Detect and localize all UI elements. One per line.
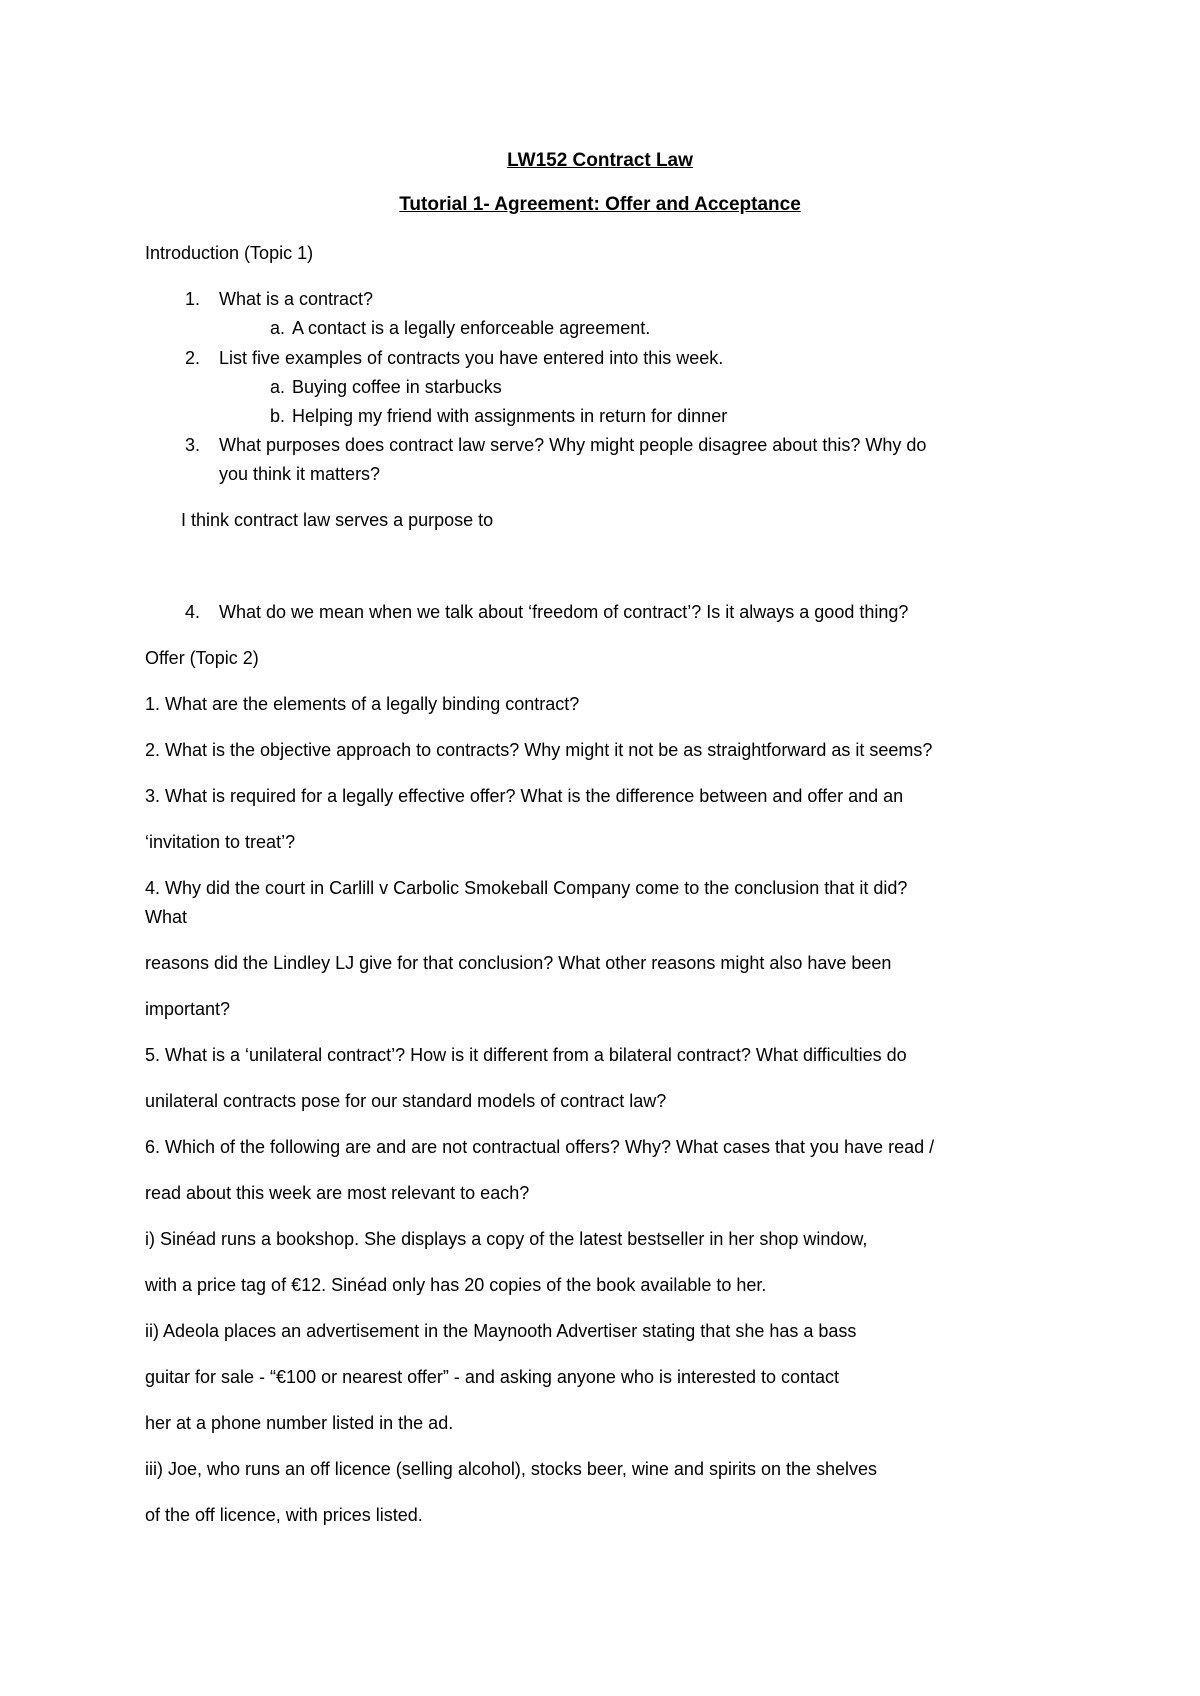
question-text: What is a contract? xyxy=(219,289,374,309)
paragraph-line: What xyxy=(145,907,188,927)
paragraph-line: with a price tag of €12. Sinéad only has 20 copies of the book available to her. xyxy=(145,1275,767,1295)
sub-list-letter: a. xyxy=(270,377,286,397)
paragraph-line: unilateral contracts pose for our standard models of contract law? xyxy=(145,1091,667,1111)
paragraph-line: 3. What is required for a legally effective offer? What is the difference between and offer and an xyxy=(145,786,904,806)
paragraph-line: i) Sinéad runs a bookshop. She displays a copy of the latest bestseller in her shop window, xyxy=(145,1229,868,1249)
answer-text: A contact is a legally enforceable agreement. xyxy=(292,318,651,338)
question-text: What purposes does contract law serve? Why might people disagree about this? Why do xyxy=(219,435,927,455)
answer-text: I think contract law serves a purpose to xyxy=(181,510,494,530)
answer-text: Helping my friend with assignments in return for dinner xyxy=(292,406,728,426)
paragraph-line: her at a phone number listed in the ad. xyxy=(145,1413,454,1433)
sub-list-letter: a. xyxy=(270,318,286,338)
document-title: LW152 Contract Law xyxy=(507,150,693,171)
paragraph-line: of the off licence, with prices listed. xyxy=(145,1505,423,1525)
section-heading-introduction: Introduction (Topic 1) xyxy=(145,243,314,263)
question-text-continued: you think it matters? xyxy=(219,464,381,484)
paragraph-line: 5. What is a ‘unilateral contract’? How is it different from a bilateral contract? What difficulties do xyxy=(145,1045,907,1065)
list-number: 2. xyxy=(185,348,201,368)
question-text: List five examples of contracts you have entered into this week. xyxy=(219,348,724,368)
paragraph-line: 6. Which of the following are and are not contractual offers? Why? What cases that you have read / xyxy=(145,1137,935,1157)
paragraph-line: ‘invitation to treat’? xyxy=(145,832,296,852)
paragraph-line: iii) Joe, who runs an off licence (selling alcohol), stocks beer, wine and spirits on the shelves xyxy=(145,1459,878,1479)
paragraph-line: guitar for sale - “€100 or nearest offer” - and asking anyone who is interested to contact xyxy=(145,1367,840,1387)
document-subtitle: Tutorial 1- Agreement: Offer and Acceptance xyxy=(399,194,801,215)
section-heading-offer: Offer (Topic 2) xyxy=(145,648,259,668)
list-number: 4. xyxy=(185,602,201,622)
list-number: 1. xyxy=(185,289,201,309)
answer-text: Buying coffee in starbucks xyxy=(292,377,502,397)
sub-list-letter: b. xyxy=(270,406,286,426)
paragraph-line: important? xyxy=(145,999,231,1019)
list-number: 3. xyxy=(185,435,201,455)
paragraph-line: 1. What are the elements of a legally binding contract? xyxy=(145,694,580,714)
paragraph-line: 4. Why did the court in Carlill v Carbolic Smokeball Company come to the conclusion that it did? xyxy=(145,878,908,898)
paragraph-line: reasons did the Lindley LJ give for that conclusion? What other reasons might also have been xyxy=(145,953,892,973)
paragraph-line: 2. What is the objective approach to contracts? Why might it not be as straightforward as it seems? xyxy=(145,740,933,760)
paragraph-line: read about this week are most relevant to each? xyxy=(145,1183,530,1203)
question-text: What do we mean when we talk about ‘freedom of contract’? Is it always a good thing? xyxy=(219,602,909,622)
paragraph-line: ii) Adeola places an advertisement in the Maynooth Advertiser stating that she has a bass xyxy=(145,1321,857,1341)
